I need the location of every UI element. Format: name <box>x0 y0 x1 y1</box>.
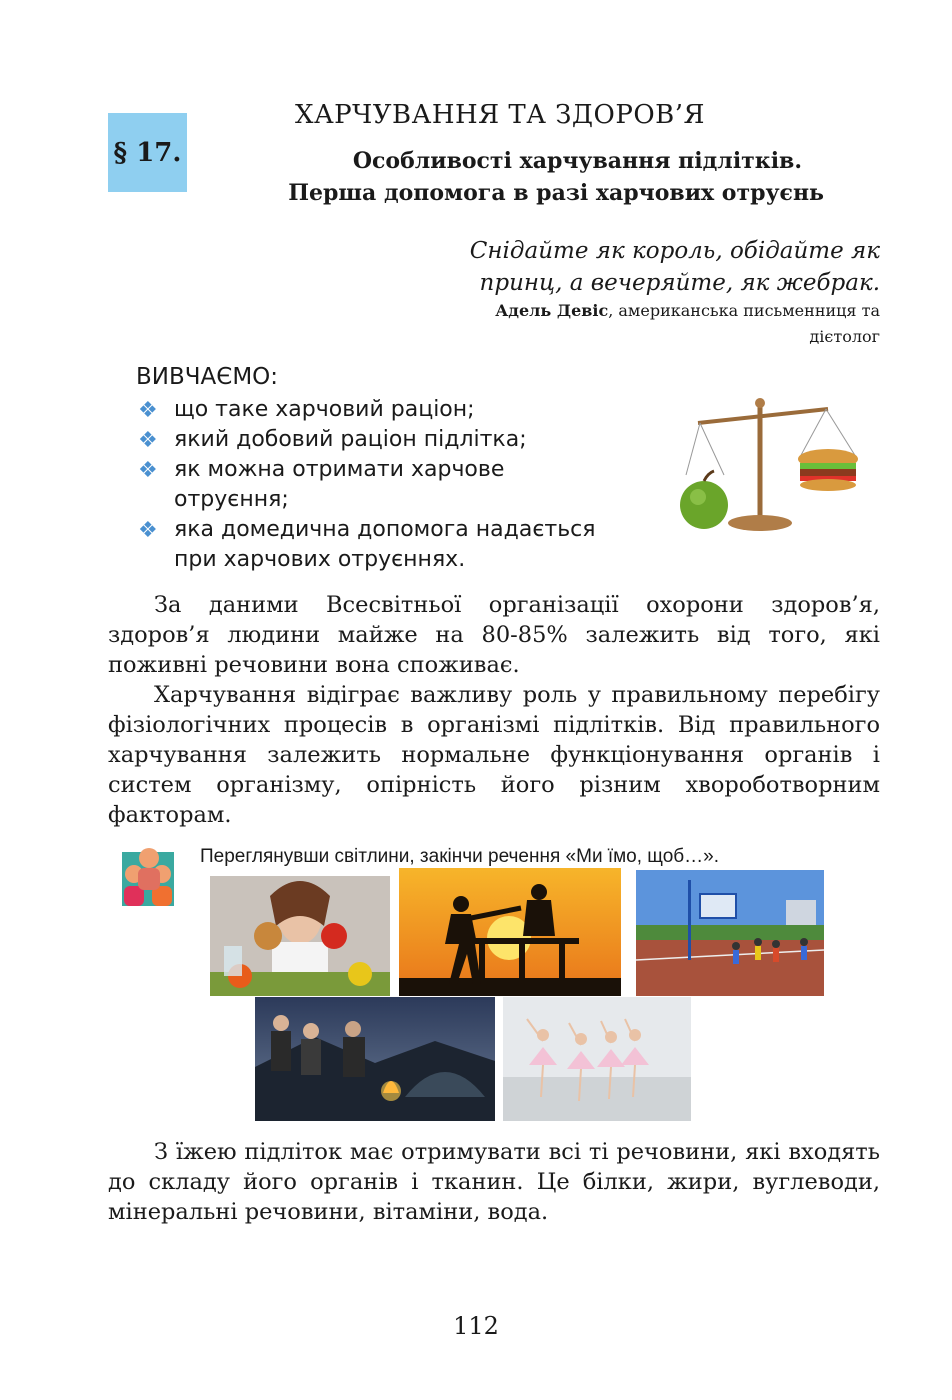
list-item: ❖ як можна отримати харчове отруєння; <box>138 457 505 512</box>
diamond-bullet-icon: ❖ <box>138 398 158 423</box>
scales-illustration <box>660 395 860 535</box>
photo-workers-sunset <box>399 868 621 996</box>
list-item: ❖ який добовий раціон підлітка; <box>136 425 636 455</box>
epigraph-line-1: Снідайте як король, обідайте як <box>469 238 880 264</box>
diamond-bullet-icon: ❖ <box>138 428 158 453</box>
author-description-2: дієтолог <box>809 327 880 346</box>
photo-campfire <box>255 997 495 1121</box>
section-number: § 17. <box>113 137 182 168</box>
chapter-title: ХАРЧУВАННЯ ТА ЗДОРОВ’Я <box>294 100 706 130</box>
list-item: ❖ яка домедична допомога надається при харчових отруєннях. <box>138 517 596 572</box>
study-list <box>136 395 636 575</box>
section-badge <box>108 113 187 192</box>
photo-basketball-court <box>636 870 824 996</box>
epigraph-line-2: принц, а вечеряйте, як жебрак. <box>479 270 880 296</box>
photo-girl-with-food <box>210 876 390 996</box>
page-number: 112 <box>453 1312 499 1340</box>
paragraph-3: З їжею підліток має отримувати всі ті речовини, які входять до складу його органів і тканин. Це білки, жири, вуглеводи, мінеральні речовини, вітаміни, вода. <box>108 1139 880 1225</box>
epigraph-author <box>300 298 880 350</box>
list-item: ❖ що таке харчовий раціон; <box>136 395 636 425</box>
author-description: , американська письменниця та <box>608 301 880 320</box>
photo-ballet-girls <box>503 997 691 1121</box>
lesson-subtitle <box>200 145 880 209</box>
epigraph-quote <box>300 235 880 299</box>
diamond-bullet-icon: ❖ <box>138 518 158 543</box>
subtitle-line-2: Перша допомога в разі харчових отруєнь <box>288 180 824 206</box>
subtitle-line-1: Особливості харчування підлітків. <box>352 148 802 174</box>
paragraph-2: Харчування відіграє важливу роль у правильному перебігу фізіологічних процесів в організмі підлітків. Від правильного харчування залежить нормальне функціонування органів і систем організму, опірність його різним хвороботворним факторам. <box>108 682 880 828</box>
task-instruction: Переглянувши світлини, закінчи речення «Ми їмо, щоб…». <box>200 846 720 867</box>
author-name: Адель Девіс <box>495 301 609 320</box>
paragraph-1: За даними Всесвітньої організації охорони здоров’я, здоров’я людини майже на 80-85% залежить від того, які поживні речовини вона споживає. <box>108 592 880 678</box>
task-group-icon <box>122 846 178 908</box>
diamond-bullet-icon: ❖ <box>138 458 158 483</box>
study-heading: ВИВЧАЄМО: <box>136 364 279 390</box>
